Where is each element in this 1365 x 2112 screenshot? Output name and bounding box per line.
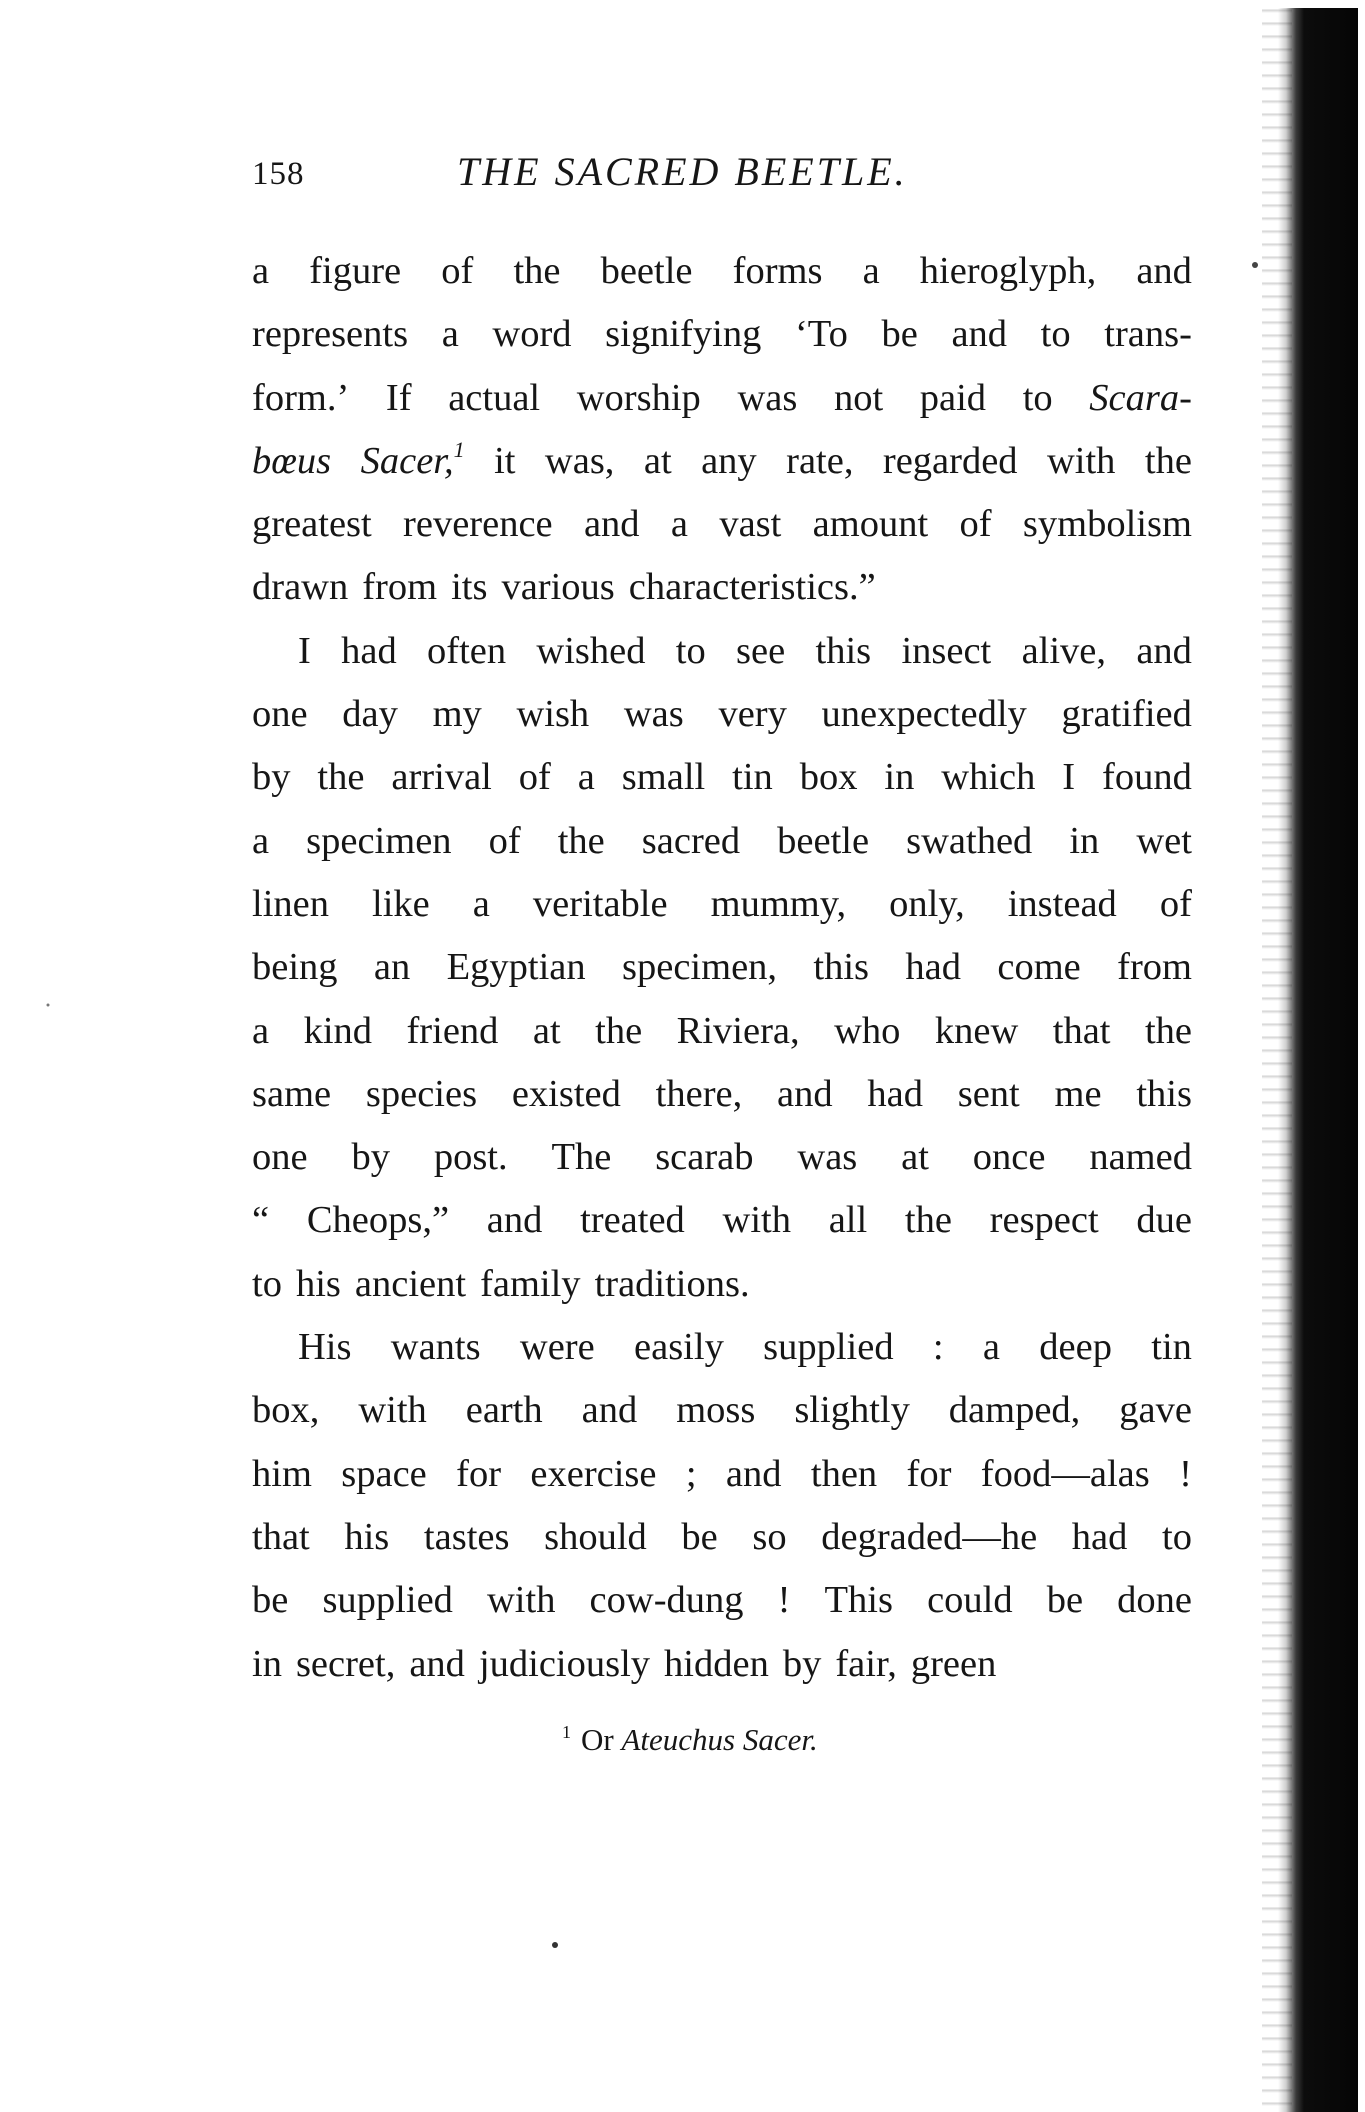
word: green: [910, 1642, 997, 1685]
word: insect: [901, 629, 992, 672]
word: various: [501, 566, 615, 609]
word: Sacer,$^1$: [360, 436, 465, 482]
word: in: [1069, 819, 1100, 862]
word: traditions.: [594, 1262, 750, 1305]
word: see: [736, 629, 786, 672]
word: in: [252, 1642, 282, 1685]
word: his: [295, 1262, 341, 1305]
word: of: [959, 503, 992, 546]
word: so: [752, 1515, 787, 1558]
word: represents: [252, 313, 409, 356]
word: and: [1136, 629, 1192, 672]
word: of: [441, 250, 474, 292]
word: be: [681, 1515, 718, 1558]
word: done: [1117, 1579, 1192, 1622]
word: that: [1052, 1009, 1111, 1052]
word: gave: [1119, 1389, 1192, 1432]
word: forms: [732, 250, 823, 292]
word: was: [737, 376, 798, 419]
word: could: [927, 1579, 1013, 1622]
word: ancient: [354, 1262, 467, 1305]
word: supplied: [763, 1326, 894, 1369]
word: at: [901, 1136, 929, 1179]
footnote-species: Ateuchus Sacer.: [621, 1722, 818, 1757]
word: alive,: [1021, 629, 1107, 672]
word: and: [581, 1389, 638, 1432]
word: and: [951, 313, 1008, 356]
word: degraded—he: [821, 1515, 1038, 1558]
running-head: THE SACRED BEETLE.: [457, 149, 908, 194]
word: arrival: [391, 756, 492, 799]
word: gratified: [1061, 693, 1192, 736]
word: symbolism: [1022, 503, 1192, 546]
word: reverence: [403, 503, 553, 546]
word: from: [362, 566, 438, 609]
word: damped,: [948, 1389, 1081, 1432]
word: hidden: [664, 1642, 769, 1685]
word: found: [1102, 756, 1192, 799]
word: Scara-: [1089, 376, 1192, 419]
word: one: [252, 1136, 308, 1179]
word: by: [252, 756, 291, 799]
word: the: [513, 250, 561, 292]
word: tin: [732, 756, 773, 799]
word: very: [718, 693, 787, 736]
word: amount: [812, 503, 929, 546]
word: due: [1136, 1199, 1192, 1242]
word: day: [342, 693, 398, 736]
word: was,: [544, 439, 615, 482]
word: trans-: [1104, 313, 1192, 356]
word: the: [904, 1199, 952, 1242]
word: a: [252, 1009, 270, 1052]
word: drawn: [252, 566, 349, 609]
word: its: [451, 566, 488, 609]
word: this: [813, 946, 870, 989]
word: me: [1054, 1072, 1102, 1115]
word: a: [441, 313, 459, 356]
word: “: [252, 1199, 270, 1242]
word: bœus: [252, 439, 332, 482]
word: of: [518, 756, 551, 799]
word: exercise: [530, 1452, 657, 1495]
word: earth: [465, 1389, 543, 1432]
word: for: [906, 1452, 952, 1495]
word: then: [810, 1452, 878, 1495]
word: wet: [1136, 819, 1192, 862]
word: :: [932, 1326, 944, 1369]
word: If: [385, 376, 412, 419]
word: tastes: [423, 1515, 510, 1558]
word: often: [427, 629, 507, 672]
word: the: [595, 1009, 643, 1052]
word: His: [298, 1326, 352, 1369]
word: deep: [1039, 1326, 1112, 1369]
word: this: [815, 629, 872, 672]
word: wish: [516, 693, 590, 736]
word: beetle: [777, 819, 870, 862]
word: at: [643, 439, 672, 482]
word: kind: [303, 1009, 373, 1052]
word: sent: [957, 1072, 1020, 1115]
word: food—alas: [980, 1452, 1150, 1495]
word: existed: [511, 1072, 621, 1115]
word: to: [675, 629, 706, 672]
word: him: [252, 1452, 312, 1495]
word: with: [1046, 439, 1116, 482]
word: had: [905, 946, 962, 989]
word: easily: [634, 1326, 724, 1369]
word: my: [432, 693, 482, 736]
footnote-reference: 1: [453, 436, 465, 462]
word: box,: [252, 1389, 320, 1432]
word: !: [777, 1579, 791, 1622]
word: treated: [580, 1199, 685, 1242]
word: and: [409, 1642, 465, 1685]
word: a: [577, 756, 595, 799]
word: should: [544, 1515, 647, 1558]
word: and: [486, 1199, 543, 1242]
word: space: [341, 1452, 427, 1495]
word: of: [1159, 882, 1192, 925]
word: had: [341, 629, 397, 672]
word: specimen: [306, 819, 452, 862]
word: beetle: [600, 250, 693, 292]
page-number: 158: [252, 156, 305, 192]
word: judiciously: [478, 1642, 651, 1685]
word: there,: [655, 1072, 743, 1115]
word: rate,: [786, 439, 854, 482]
word: to: [1022, 376, 1053, 419]
word: tin: [1151, 1326, 1192, 1369]
word: in: [884, 756, 915, 799]
word: friend: [406, 1009, 499, 1052]
word: figure: [309, 250, 402, 292]
word: the: [1144, 439, 1192, 482]
word: vast: [719, 503, 782, 546]
word: moss: [676, 1389, 756, 1432]
word: that: [252, 1515, 310, 1558]
word: his: [344, 1515, 390, 1558]
word: regarded: [882, 439, 1018, 482]
word: specimen,: [622, 946, 778, 989]
word: ‘To: [794, 313, 848, 356]
word: greatest: [252, 503, 372, 546]
word: !: [1179, 1452, 1192, 1495]
word: being: [252, 946, 338, 989]
word: swathed: [906, 819, 1033, 862]
word: to: [1162, 1515, 1192, 1558]
word: instead: [1007, 882, 1117, 925]
word: be: [1046, 1579, 1084, 1622]
word: species: [365, 1072, 478, 1115]
word: paid: [919, 376, 987, 419]
word: be: [881, 313, 918, 356]
word: knew: [934, 1009, 1019, 1052]
word: mummy,: [710, 882, 847, 925]
footnote-prefix: Or: [581, 1722, 614, 1757]
word: had: [1071, 1515, 1128, 1558]
word: veritable: [532, 882, 668, 925]
word: come: [997, 946, 1081, 989]
word: to: [1040, 313, 1071, 356]
word: and: [1136, 250, 1192, 292]
word: an: [373, 946, 411, 989]
word: by: [351, 1136, 390, 1179]
word: not: [833, 376, 884, 419]
word: only,: [889, 882, 965, 925]
word: scarab: [655, 1136, 754, 1179]
word: a: [670, 503, 688, 546]
word: unexpectedly: [821, 693, 1027, 736]
word: a: [252, 250, 270, 292]
word: word: [492, 313, 572, 356]
word: which: [941, 756, 1036, 799]
word: The: [551, 1136, 612, 1179]
word: with: [487, 1579, 556, 1622]
word: respect: [989, 1199, 1099, 1242]
word: family: [480, 1262, 581, 1305]
word: same: [252, 1072, 332, 1115]
word: named: [1089, 1136, 1192, 1179]
word: I: [1062, 756, 1076, 799]
word: Cheops,”: [306, 1199, 450, 1242]
word: by: [782, 1642, 822, 1685]
word: secret,: [295, 1642, 396, 1685]
word: were: [519, 1326, 595, 1369]
word: this: [1136, 1072, 1192, 1115]
word: box: [799, 756, 858, 799]
word: characteristics.”: [628, 566, 876, 609]
word: a: [862, 250, 880, 292]
word: the: [317, 756, 365, 799]
word: and: [777, 1072, 833, 1115]
word: ;: [685, 1452, 697, 1495]
word: like: [372, 882, 430, 925]
word: was: [623, 693, 684, 736]
word: fair,: [835, 1642, 897, 1685]
word: and: [583, 503, 640, 546]
footnote-mark: 1: [562, 1722, 571, 1742]
word: to: [252, 1262, 282, 1305]
word: linen: [252, 882, 329, 925]
word: post.: [433, 1136, 508, 1179]
word: Egyptian: [446, 946, 586, 989]
word: a: [982, 1326, 1000, 1369]
word: the: [1144, 1009, 1192, 1052]
word: worship: [576, 376, 701, 419]
word: for: [456, 1452, 502, 1495]
word: once: [972, 1136, 1046, 1179]
word: it: [494, 439, 516, 482]
word: a: [252, 819, 270, 862]
word: small: [621, 756, 706, 799]
word: the: [557, 819, 605, 862]
word: and: [725, 1452, 782, 1495]
word: a: [472, 882, 490, 925]
word: Riviera,: [676, 1009, 800, 1052]
word: at: [532, 1009, 561, 1052]
word: any: [701, 439, 757, 482]
word: be: [252, 1579, 289, 1622]
word: had: [867, 1072, 923, 1115]
word: was: [797, 1136, 858, 1179]
word: actual: [448, 376, 541, 419]
word: sacred: [641, 819, 741, 862]
word: wished: [536, 629, 646, 672]
word: hieroglyph,: [919, 250, 1097, 292]
word: signifying: [605, 313, 762, 356]
word: wants: [390, 1326, 481, 1369]
word: with: [358, 1389, 427, 1432]
word: of: [488, 819, 521, 862]
word: from: [1117, 946, 1192, 989]
word: one: [252, 693, 308, 736]
word: This: [824, 1579, 893, 1622]
word: with: [722, 1199, 791, 1242]
word: I: [298, 629, 311, 672]
word: form.’: [252, 376, 350, 419]
word: slightly: [794, 1389, 910, 1432]
word: supplied: [322, 1579, 453, 1622]
word: cow-dung: [589, 1579, 744, 1622]
word: all: [828, 1199, 868, 1242]
word: who: [834, 1009, 901, 1052]
